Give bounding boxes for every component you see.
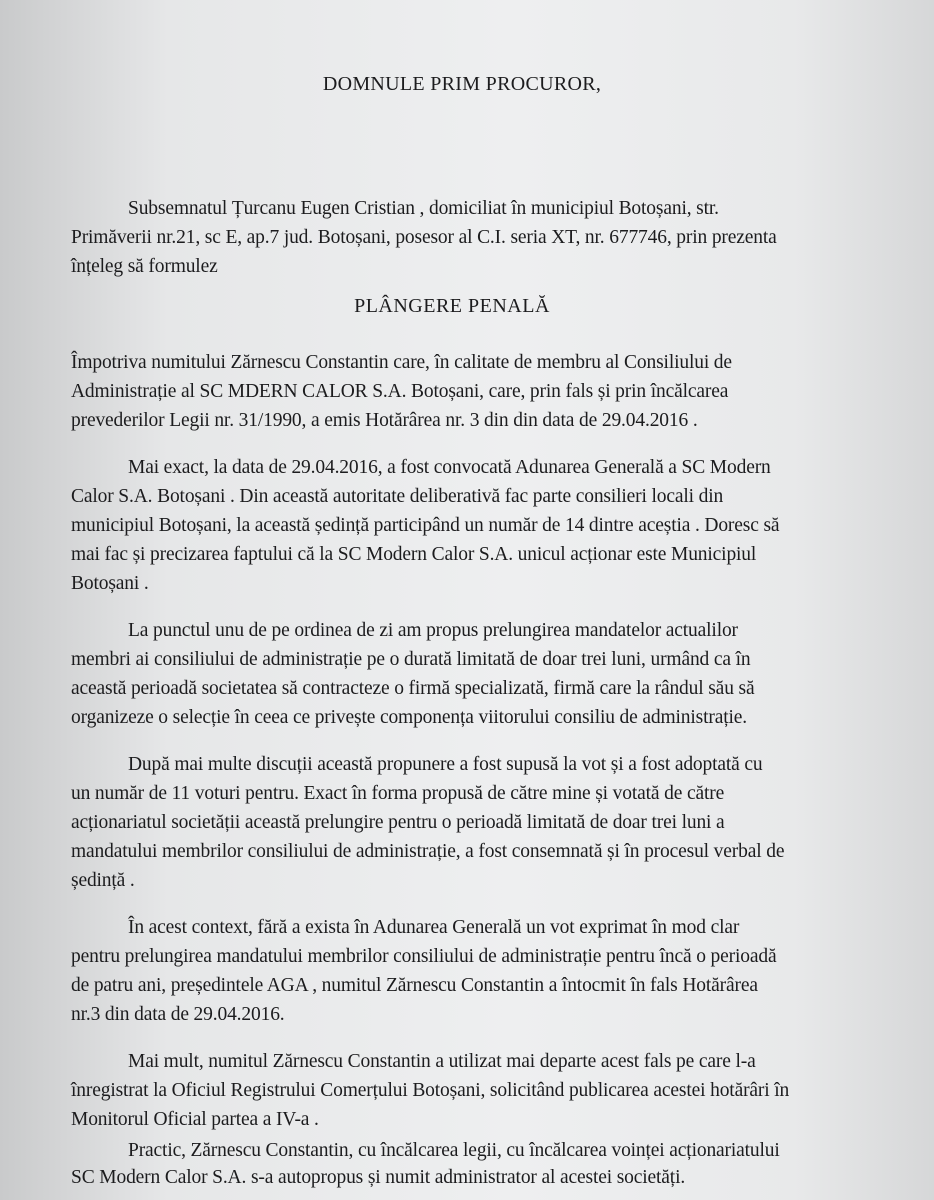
paragraph-6-line-1: Mai mult, numitul Zărnescu Constantin a utilizat mai departe acest fals pe care l-a — [128, 1051, 756, 1072]
paragraph-3-line-3: această perioadă societatea să contracteze o firmă specializată, firmă care la rândul său să — [71, 678, 755, 699]
paragraph-7-line-2: SC Modern Calor S.A. s-a autopropus și numit administrator al acestei societăți. — [71, 1167, 686, 1188]
paragraph-5-line-1: În acest context, fără a exista în Adunarea Generală un vot exprimat în mod clar — [128, 917, 740, 938]
paragraph-1-line-2: Administrație al SC MDERN CALOR S.A. Botoșani, care, prin fals și prin încălcarea — [71, 381, 729, 402]
document-heading: DOMNULE PRIM PROCUROR, — [322, 73, 602, 95]
paragraph-2-line-5: Botoșani . — [71, 573, 149, 594]
paragraph-2-line-3: municipiul Botoșani, la această ședință participând un număr de 14 dintre aceștia . Doresc să — [71, 515, 780, 536]
paragraph-1-line-1: Împotriva numitului Zărnescu Constantin care, în calitate de membru al Consiliului de — [71, 352, 732, 373]
paragraph-7-line-1: Practic, Zărnescu Constantin, cu încălcarea legii, cu încălcarea voinței acționariatului — [128, 1140, 780, 1161]
paragraph-5-line-2: pentru prelungirea mandatului membrilor consiliului de administrație pentru încă o perioadă — [71, 946, 777, 967]
paragraph-4-line-3: acționariatul societății această prelungire pentru o perioadă limitată de doar trei luni a — [71, 812, 725, 833]
paragraph-4-line-5: ședință . — [71, 870, 135, 891]
paragraph-3-line-4: organizeze o selecție în ceea ce privește componența viitorului consiliu de administrație. — [71, 707, 747, 728]
intro-line-2: Primăverii nr.21, sc E, ap.7 jud. Botoșani, posesor al C.I. seria XT, nr. 677746, prin prezenta — [71, 227, 777, 248]
intro-line-1: Subsemnatul Țurcanu Eugen Cristian , domiciliat în municipiul Botoșani, str. — [128, 198, 719, 219]
paragraph-6-line-3: Monitorul Oficial partea a IV-a . — [71, 1109, 319, 1130]
paragraph-5-line-3: de patru ani, președintele AGA , numitul Zărnescu Constantin a întocmit în fals Hotărârea — [71, 975, 758, 996]
paragraph-4-line-1: După mai multe discuții această propunere a fost supusă la vot și a fost adoptată cu — [128, 754, 763, 775]
paragraph-2-line-4: mai fac și precizarea faptului că la SC Modern Calor S.A. unicul acționar este Municipiul — [71, 544, 757, 565]
complaint-title: PLÂNGERE PENALĂ — [354, 295, 550, 317]
paragraph-4-line-2: un număr de 11 voturi pentru. Exact în forma propusă de către mine și votată de către — [71, 783, 725, 804]
paragraph-1-line-3: prevederilor Legii nr. 31/1990, a emis Hotărârea nr. 3 din din data de 29.04.2016 . — [71, 410, 698, 431]
paragraph-2-line-1: Mai exact, la data de 29.04.2016, a fost convocată Adunarea Generală a SC Modern — [128, 457, 771, 478]
paragraph-2-line-2: Calor S.A. Botoșani . Din această autoritate deliberativă fac parte consilieri locali din — [71, 486, 724, 507]
paragraph-6-line-2: înregistrat la Oficiul Registrului Comerțului Botoșani, solicitând publicarea acestei hotărâri în — [71, 1080, 790, 1101]
paragraph-4-line-4: mandatului membrilor consiliului de administrație, a fost consemnată și în procesul verbal de — [71, 841, 785, 862]
paragraph-3-line-2: membri ai consiliului de administrație pe o durată limitată de doar trei luni, urmând ca în — [71, 649, 751, 670]
intro-line-3: înțeleg să formulez — [71, 256, 218, 277]
paragraph-5-line-4: nr.3 din data de 29.04.2016. — [71, 1004, 285, 1025]
paragraph-3-line-1: La punctul unu de pe ordinea de zi am propus prelungirea mandatelor actualilor — [128, 620, 738, 641]
